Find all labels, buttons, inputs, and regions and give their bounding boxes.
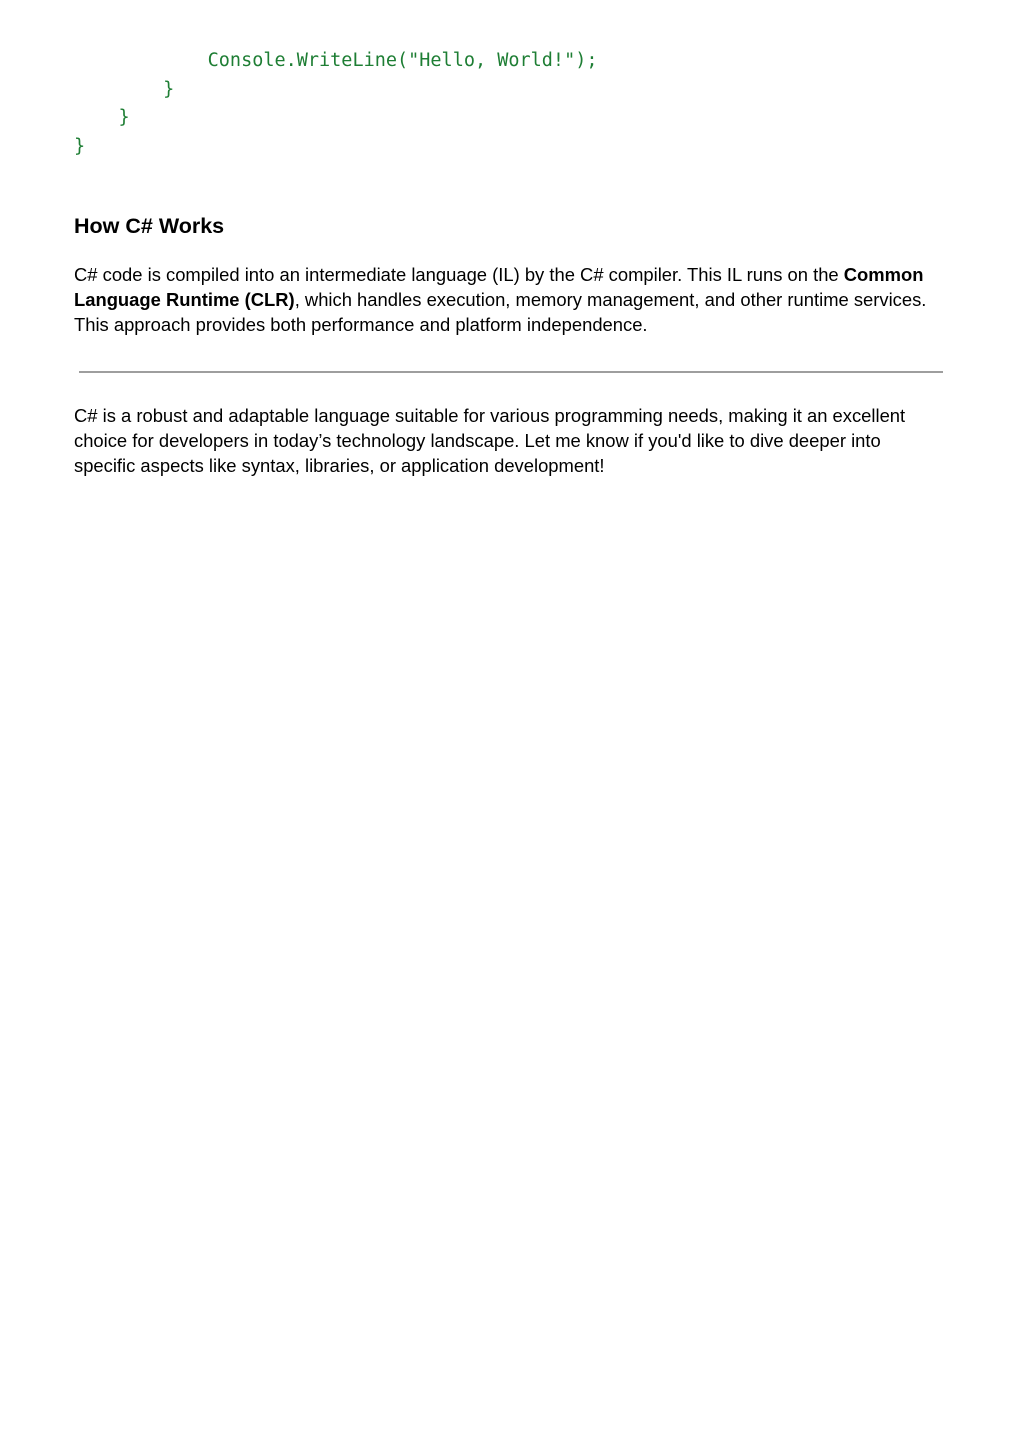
code-line: } — [74, 107, 130, 128]
clr-term: Common Language Runtime (CLR) — [74, 264, 924, 311]
conclusion-paragraph: C# is a robust and adaptable language suitable for various programming needs, making it an excellent choice for developers in today’s technology landscape. Let me know if you'd like to dive deeper into specific aspects like syntax, libraries, or application development! — [74, 405, 906, 477]
paragraph-text: , which handles execution, memory management, and other runtime services. This approach provides both performance and platform independence. — [74, 289, 927, 336]
code-line: Console.WriteLine("Hello, World!"); — [74, 50, 598, 71]
how-it-works-paragraph — [74, 262, 954, 338]
section-heading: How C# Works — [74, 214, 225, 238]
code-line: } — [74, 78, 175, 100]
section-divider — [79, 371, 943, 373]
code-block — [74, 47, 597, 161]
code-line: } — [74, 135, 86, 157]
paragraph-text: C# code is compiled into an intermediate language (IL) by the C# compiler. This IL runs on the — [74, 264, 844, 285]
